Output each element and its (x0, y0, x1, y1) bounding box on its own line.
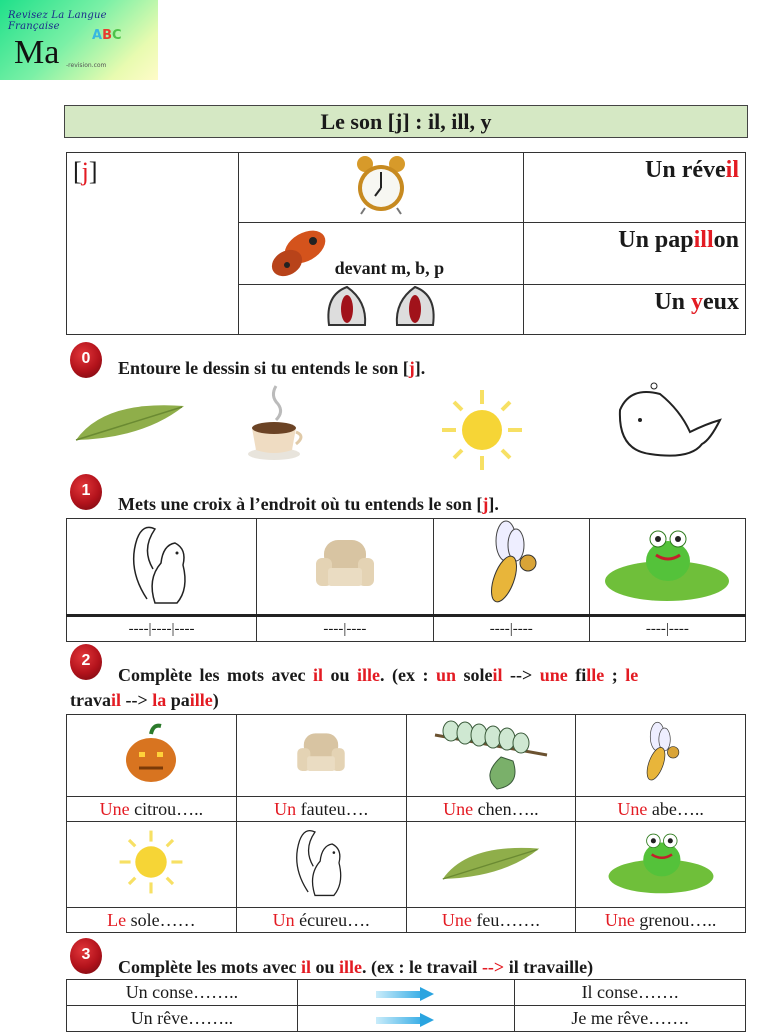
note-text: devant m, b, p (334, 257, 445, 278)
squirrel-image (236, 822, 406, 908)
syllable-boxes[interactable]: ----|---- (433, 616, 589, 642)
butterfly-cell (238, 223, 523, 285)
phoneme-cell: [j] (67, 153, 239, 335)
alarm-clock-image (238, 153, 523, 223)
arrow-icon (297, 980, 514, 1006)
leaf-image[interactable] (74, 398, 186, 444)
word-blank[interactable]: Une citrou….. (67, 797, 237, 822)
exercise1-table (66, 518, 746, 642)
arrow-icon (297, 1006, 514, 1032)
exercise-number-badge: 0 (70, 342, 102, 378)
syllable-boxes[interactable]: ----|---- (589, 616, 745, 642)
sun-image (67, 822, 237, 908)
word-blank[interactable]: Il conse……. (515, 980, 746, 1006)
site-logo (0, 0, 158, 80)
word-blank[interactable]: Une feu……. (406, 908, 576, 933)
word-blank[interactable]: Un conse…….. (67, 980, 298, 1006)
logo-wordmark: Ma (14, 34, 60, 71)
word-blank[interactable]: Un écureu…. (236, 908, 406, 933)
leaf-image (406, 822, 576, 908)
logo-site: -revision.com (66, 62, 107, 69)
sun-image[interactable] (440, 388, 524, 472)
word-blank[interactable]: Le sole…… (67, 908, 237, 933)
exercise0-images (66, 380, 746, 470)
word-papillon: Un papillon (523, 223, 745, 285)
frog-image (589, 519, 745, 616)
word-yeux: Un yeux (523, 285, 745, 335)
word-blank[interactable]: Une abe….. (576, 797, 746, 822)
syllable-boxes[interactable]: ----|---- (257, 616, 434, 642)
exercise-number-badge: 2 (70, 644, 102, 680)
armchair-image (257, 519, 434, 616)
word-blank[interactable]: Une chen….. (406, 797, 576, 822)
word-blank[interactable]: Je me rêve……. (515, 1006, 746, 1032)
exercise2-instruction-line2: travail --> la paille) (70, 690, 219, 710)
page-title: Le son [j] : il, ill, y (64, 105, 748, 138)
word-blank[interactable]: Une grenou….. (576, 908, 746, 933)
sound-table (66, 152, 746, 335)
exercise-number-badge: 3 (70, 938, 102, 974)
pumpkin-image (67, 715, 237, 797)
exercise3-instruction: Complète les mots avec il ou ille. (ex : le travail --> il travaille) (118, 957, 594, 977)
coffee-cup-image[interactable] (246, 384, 306, 460)
abc-icon: ABC (92, 28, 122, 43)
eyes-image (238, 285, 523, 335)
syllable-boxes[interactable]: ----|----|---- (67, 616, 257, 642)
logo-tagline: Revisez La Langue Française (8, 10, 107, 32)
word-blank[interactable]: Un fauteu…. (236, 797, 406, 822)
armchair-image (236, 715, 406, 797)
exercise2-table (66, 714, 746, 933)
bee-image (576, 715, 746, 797)
exercise0-instruction: Entoure le dessin si tu entends le son [j]. (118, 358, 426, 378)
whale-image[interactable] (610, 380, 726, 470)
bee-image (433, 519, 589, 616)
exercise3-table (66, 979, 746, 1032)
exercise1-instruction: Mets une croix à l’endroit où tu entends le son [j]. (118, 494, 499, 514)
exercise2-instruction: Complète les mots avec il ou ille. (ex : un soleil --> une fille ; le (118, 665, 639, 685)
butterfly-image (267, 229, 329, 279)
exercise-number-badge: 1 (70, 474, 102, 510)
frog-image (576, 822, 746, 908)
squirrel-image (67, 519, 257, 616)
word-reveil: Un réveil (523, 153, 745, 223)
word-blank[interactable]: Un rêve…….. (67, 1006, 298, 1032)
caterpillar-image (406, 715, 576, 797)
